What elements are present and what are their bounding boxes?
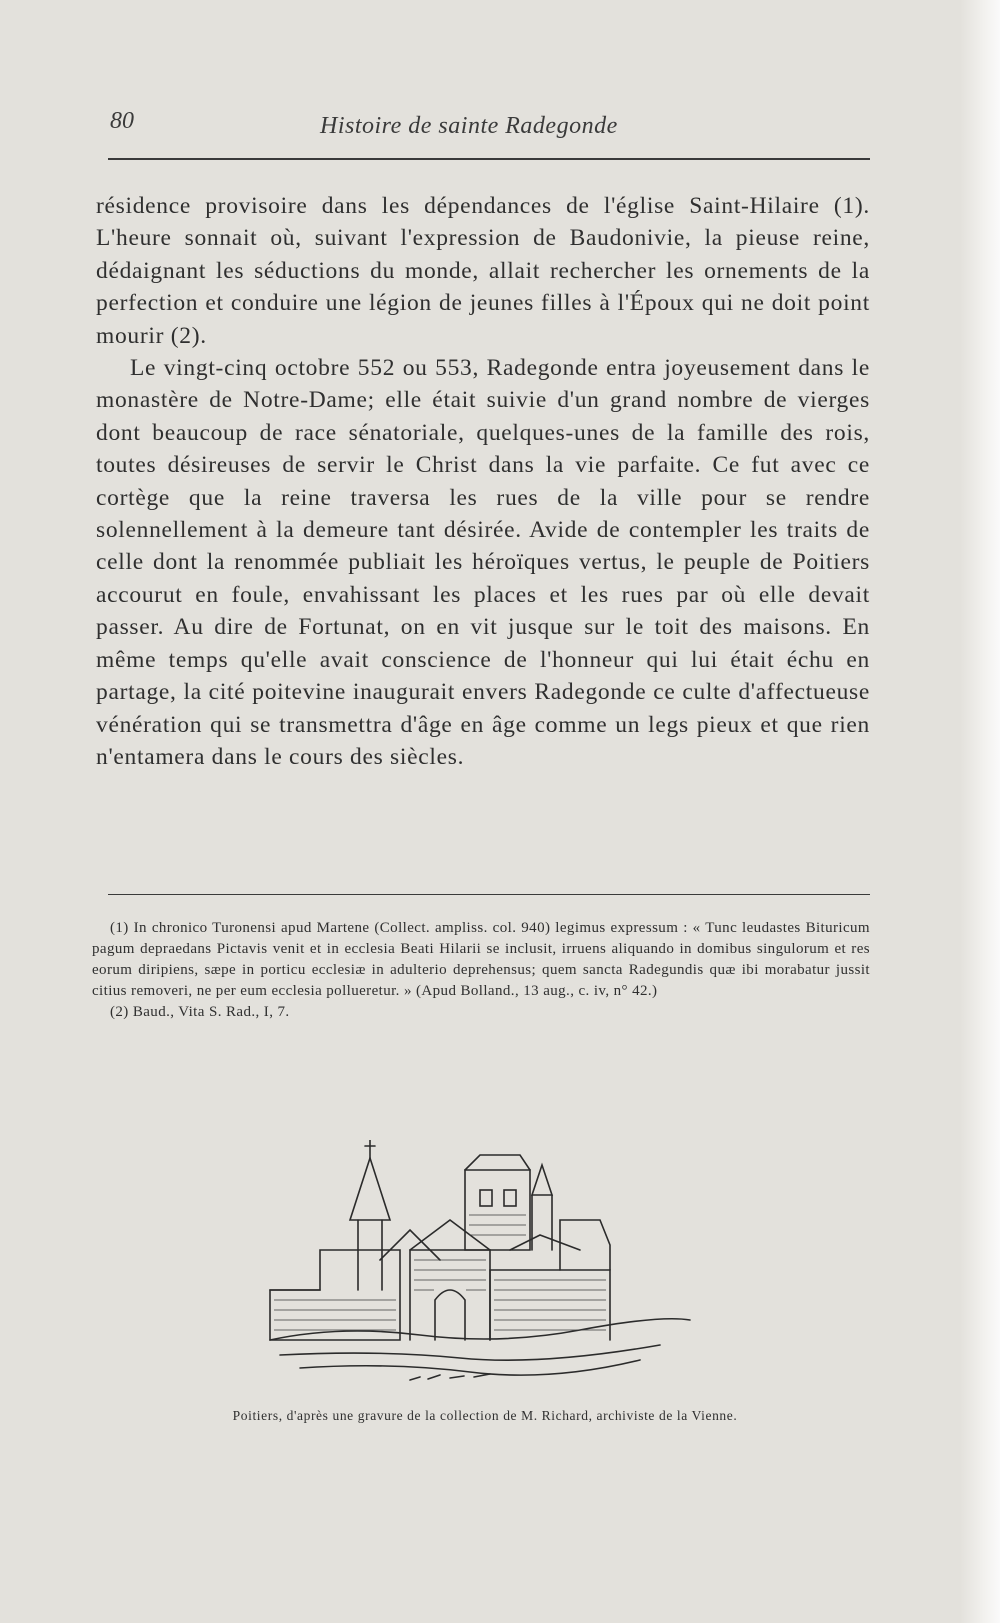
city-engraving-icon [260,1140,700,1390]
page-number: 80 [110,108,134,134]
paragraph-2: Le vingt-cinq octobre 552 ou 553, Radegonde entra joyeusement dans le monastère de Notre-Dame; elle était suivie d'un grand nombre de vierges dont beaucoup de race sénatoriale, quelques-unes de la famille des rois, toutes désireuses de servir le Christ dans la vie parfaite. Ce fut avec ce cortège que la reine traversa les rues de la ville pour se rendre solennellement à la demeure tant désirée. Avide de contempler les traits de celle dont la renommée publiait les héroïques vertus, le peuple de Poitiers accourut en foule, envahissant les places et les rues par où elle devait passer. Au dire de Fortunat, on en vit jusque sur le toit des maisons. En même temps qu'elle avait conscience de l'honneur qui lui était échu en partage, la cité poitevine inaugurait envers Radegonde ce culte d'affectueuse vénération qui se transmettra d'âge en âge comme un legs pieux et que rien n'entamera dans le cours des siècles. [96,355,870,770]
running-title: Histoire de sainte Radegonde [320,113,618,139]
footnote-2: (2) Baud., Vita S. Rad., I, 7. [110,1004,290,1020]
page-header [110,108,870,148]
footnote-rule [108,894,870,895]
main-text [96,190,870,773]
paragraph-1: résidence provisoire dans les dépendances de l'église Saint-Hilaire (1). L'heure sonnait où, suivant l'expression de Baudonivie, la pieuse reine, dédaignant les séductions du monde, allait rechercher les ornements de la perfection et conduire une légion de jeunes filles à l'Époux qui ne doit point mourir (2). [96,193,870,349]
header-rule [108,158,870,160]
footnote-1: (1) In chronico Turonensi apud Martene (Collect. ampliss. col. 940) legimus expressum : « Tunc leudastes Bituricum pagum depraedans Pictavis venit et in ecclesia Beati Hilarii se inclusit, irruens aliquando in domibus singulorum et res eorum diripiens, sæpe in porticu ecclesiæ in adulterio deprehensus; quem sancta Radegundis quæ ibi morabatur jussit citius removeri, ne per eum ecclesia pollueretur. » (Apud Bolland., 13 aug., c. iv, n° 42.) [92,920,870,999]
footnotes [92,918,870,1023]
page-edge-shadow [960,0,1000,1623]
figure-caption: Poitiers, d'après une gravure de la collection de M. Richard, archiviste de la Vienne. [232,1408,738,1423]
